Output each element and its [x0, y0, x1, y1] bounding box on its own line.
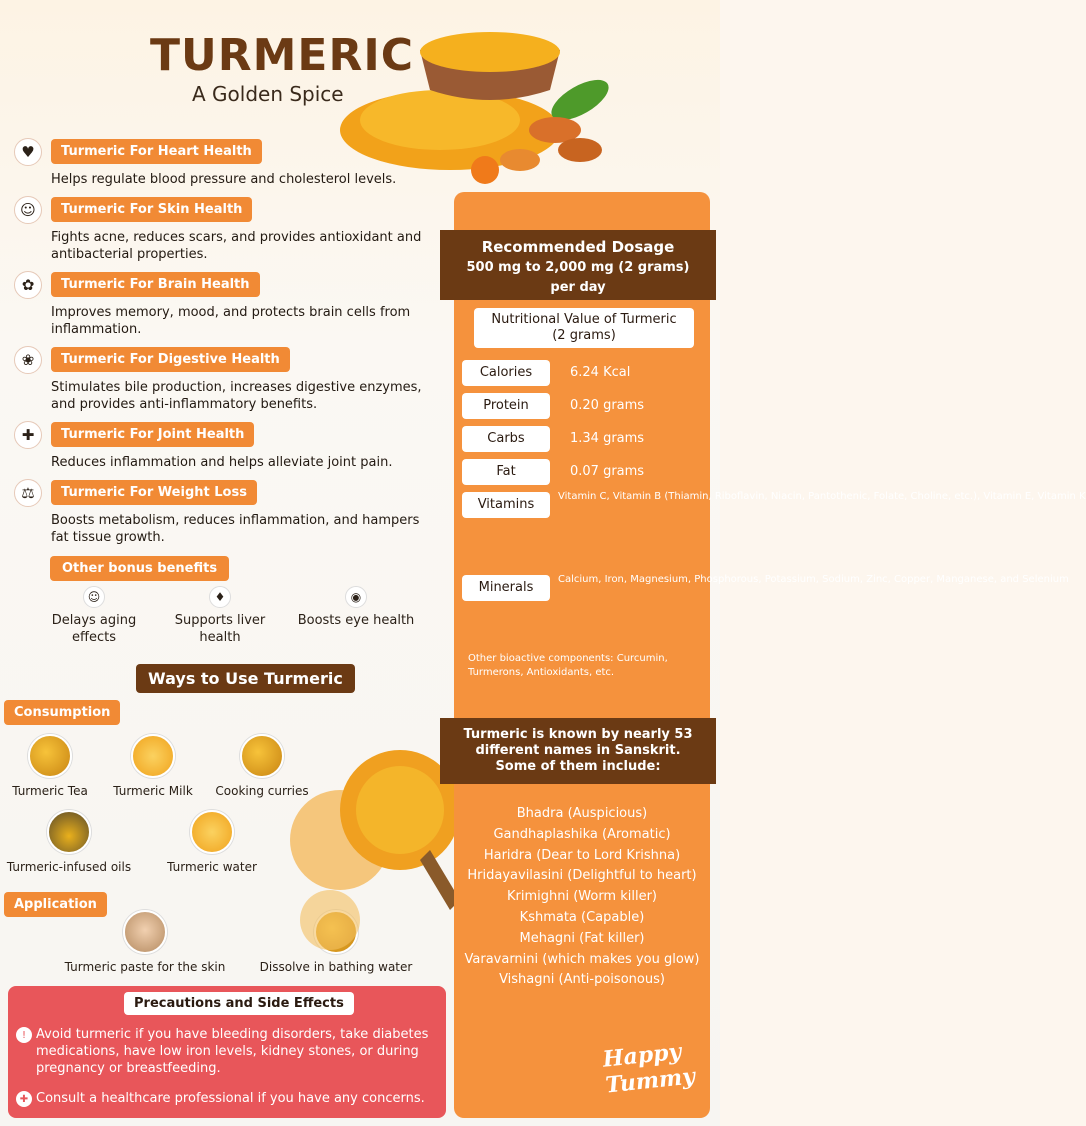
use-item: Dissolve in bathing water [256, 910, 416, 974]
ways-title: Ways to Use Turmeric [136, 664, 355, 693]
benefit-label: Turmeric For Brain Health [51, 272, 260, 297]
aging-icon: ☺ [83, 586, 105, 608]
precautions-title: Precautions and Side Effects [124, 992, 354, 1015]
bonus-item [160, 586, 280, 646]
tea-icon [28, 734, 72, 778]
name-item: Gandhaplashika (Aromatic) [493, 826, 671, 842]
name-item: Haridra (Dear to Lord Krishna) [483, 847, 681, 863]
stomach-icon: ❀ [14, 346, 42, 374]
name-item: Varavarnini (which makes you glow) [464, 951, 700, 967]
name-item: Vishagni (Anti-poisonous) [499, 972, 665, 988]
benefit-desc: Reduces inflammation and helps alleviate joint pain. [51, 455, 393, 470]
bonus-text: Supports liver health [174, 613, 266, 645]
use-item: Turmeric Milk [108, 734, 198, 798]
brain-icon: ✿ [14, 271, 42, 299]
benefit-label: Turmeric For Joint Health [51, 422, 254, 447]
skin-icon: ☺ [14, 196, 42, 224]
turmeric-powder-image [300, 700, 460, 960]
page-title: TURMERIC [150, 30, 415, 81]
doctor-icon: ✚ [16, 1091, 32, 1107]
consumption-label: Consumption [4, 700, 120, 725]
warning-icon: ! [16, 1027, 32, 1043]
precaution-item: ✚ Consult a healthcare professional if you have any concerns. [16, 1090, 440, 1107]
benefit-desc: Boosts metabolism, reduces inflammation, and hampers fat tissue growth. [51, 513, 420, 545]
water-icon [190, 810, 234, 854]
happy-tummy-logo: Happy Tummy [601, 1038, 697, 1099]
dosage-title: Recommended Dosage [481, 238, 675, 256]
heart-icon: ♥ [14, 138, 42, 166]
use-item: Cooking curries [212, 734, 312, 798]
name-item: Hridayavilasini (Delightful to heart) [467, 868, 697, 884]
other-bioactive: Other bioactive components: Curcumin, Turmerons, Antioxidants, etc. [468, 653, 668, 678]
sanskrit-names [454, 804, 710, 991]
bonus-text: Boosts eye health [297, 613, 415, 628]
nutrition-title: Nutritional Value of Turmeric (2 grams) [474, 308, 694, 348]
benefit-desc: Helps regulate blood pressure and cholesterol levels. [51, 172, 397, 187]
bonus-item [296, 586, 416, 629]
use-item: Turmeric-infused oils [6, 810, 132, 874]
skin-paste-icon [123, 910, 167, 954]
use-item: Turmeric Tea [8, 734, 92, 798]
use-item: Turmeric water [160, 810, 264, 874]
sanskrit-box: Turmeric is known by nearly 53 different names in Sanskrit. Some of them include: [440, 718, 716, 784]
benefit-label: Turmeric For Skin Health [51, 197, 252, 222]
joint-icon: ✚ [14, 421, 42, 449]
name-item: Mehagni (Fat killer) [519, 930, 645, 946]
name-item: Kshmata (Capable) [519, 909, 645, 925]
bonus-text: Delays aging effects [51, 613, 137, 645]
turmeric-hero-image [330, 10, 630, 190]
benefit-desc: Improves memory, mood, and protects brain cells from inflammation. [51, 305, 411, 337]
dosage-line1: 500 mg to 2,000 mg (2 grams) [466, 260, 690, 275]
dosage-box [440, 230, 716, 300]
benefit-label: Turmeric For Digestive Health [51, 347, 290, 372]
benefit-label: Turmeric For Heart Health [51, 139, 262, 164]
dosage-line2: per day [550, 280, 606, 295]
infographic: TURMERIC A Golden Spice ♥ Turmeric For Heart Health Helps regulate blood pressure and cholesterol levels. ☺ Turmeric For Skin Health Fights acne, reduces scars, and provides antioxidant and antibacterial properties. ✿ Turmeric For Brain Health Improves memory, mood, and protects brain cells from inflammation. ❀ Turmeric For Digestive Health Stimulates bile production, increases digestive enzymes, and provides anti-inflammatory benefits. ✚ Turmeric For Joint Health Reduces inflammation and helps alleviate joint pain. ⚖ Turmeric For Weight Loss Boosts metabolism, reduces inflammation, and hampers fat tissue growth. Other bonus benefits ☺ Delays aging effects ♦ Supports liver health ◉ Boosts eye health Ways to Use Turmeric Consumption Turmeric Tea Turmeric Milk Cooking curries Turmeric-infused oils Turmeric water Application Turmeric paste for the skin Dissolve in bathing water Precautions and Side Effects ! Avoid turmeric if you have bleeding disorders, take diabetes medications, have low iron levels, kidney stones, or during pregnancy or breastfeeding. ✚ Consult a healthcare professional if you have any concerns. Recommended Dosage 500 mg to 2,000 mg (2 grams) per day Nutritional Value of Turmeric (2 grams) Calories 6.24 Kcal Protein 0.20 grams Carbs 1.34 grams Fat 0.07 grams Vitamins Vitamin C, Vitamin B (Thiamin, Riboflavin, Niacin, Pantothenic, Folate, Choline, etc.), Vitamin E, Vitamin K Minerals Calcium, Iron, Magnesium, Phosphorous, Potassium, Sodium, Zinc, Copper, Manganese, and Selenium Other bioactive components: Curcumin, Turmerons, Antioxidants, etc. Turmeric is known by nearly 53 different names in Sanskrit. Some of them include: Bhadra (Auspicious) Gandhaplashika (Aromatic) Haridra (Dear to Lord Krishna) Hridayavilasini (Delightful to heart) Krimighni (Worm killer) Kshmata (Capable) Mehagni (Fat killer) Varavarnini (which makes you glow) Vishagni (Anti-poisonous) Happy Tummy [0, 0, 720, 1126]
name-item: Bhadra (Auspicious) [516, 806, 648, 821]
use-item: Turmeric paste for the skin [60, 910, 230, 974]
bonus-label: Other bonus benefits [50, 556, 229, 581]
curry-icon [240, 734, 284, 778]
precautions-box [8, 986, 446, 1118]
precaution-item: ! Avoid turmeric if you have bleeding disorders, take diabetes medications, have low iron levels, kidney stones, or during pregnancy or breastfeeding. [16, 1026, 440, 1077]
milk-icon [131, 734, 175, 778]
scale-icon: ⚖ [14, 479, 42, 507]
page-subtitle: A Golden Spice [192, 82, 344, 106]
benefit-label: Turmeric For Weight Loss [51, 480, 257, 505]
application-label: Application [4, 892, 107, 917]
oil-icon [47, 810, 91, 854]
liver-icon: ♦ [209, 586, 231, 608]
eye-icon: ◉ [345, 586, 367, 608]
benefit-desc: Stimulates bile production, increases digestive enzymes, and provides anti-inflammatory benefits. [51, 380, 422, 412]
name-item: Krimighni (Worm killer) [506, 889, 658, 905]
bonus-item [34, 586, 154, 646]
benefit-desc: Fights acne, reduces scars, and provides antioxidant and antibacterial properties. [51, 230, 422, 262]
